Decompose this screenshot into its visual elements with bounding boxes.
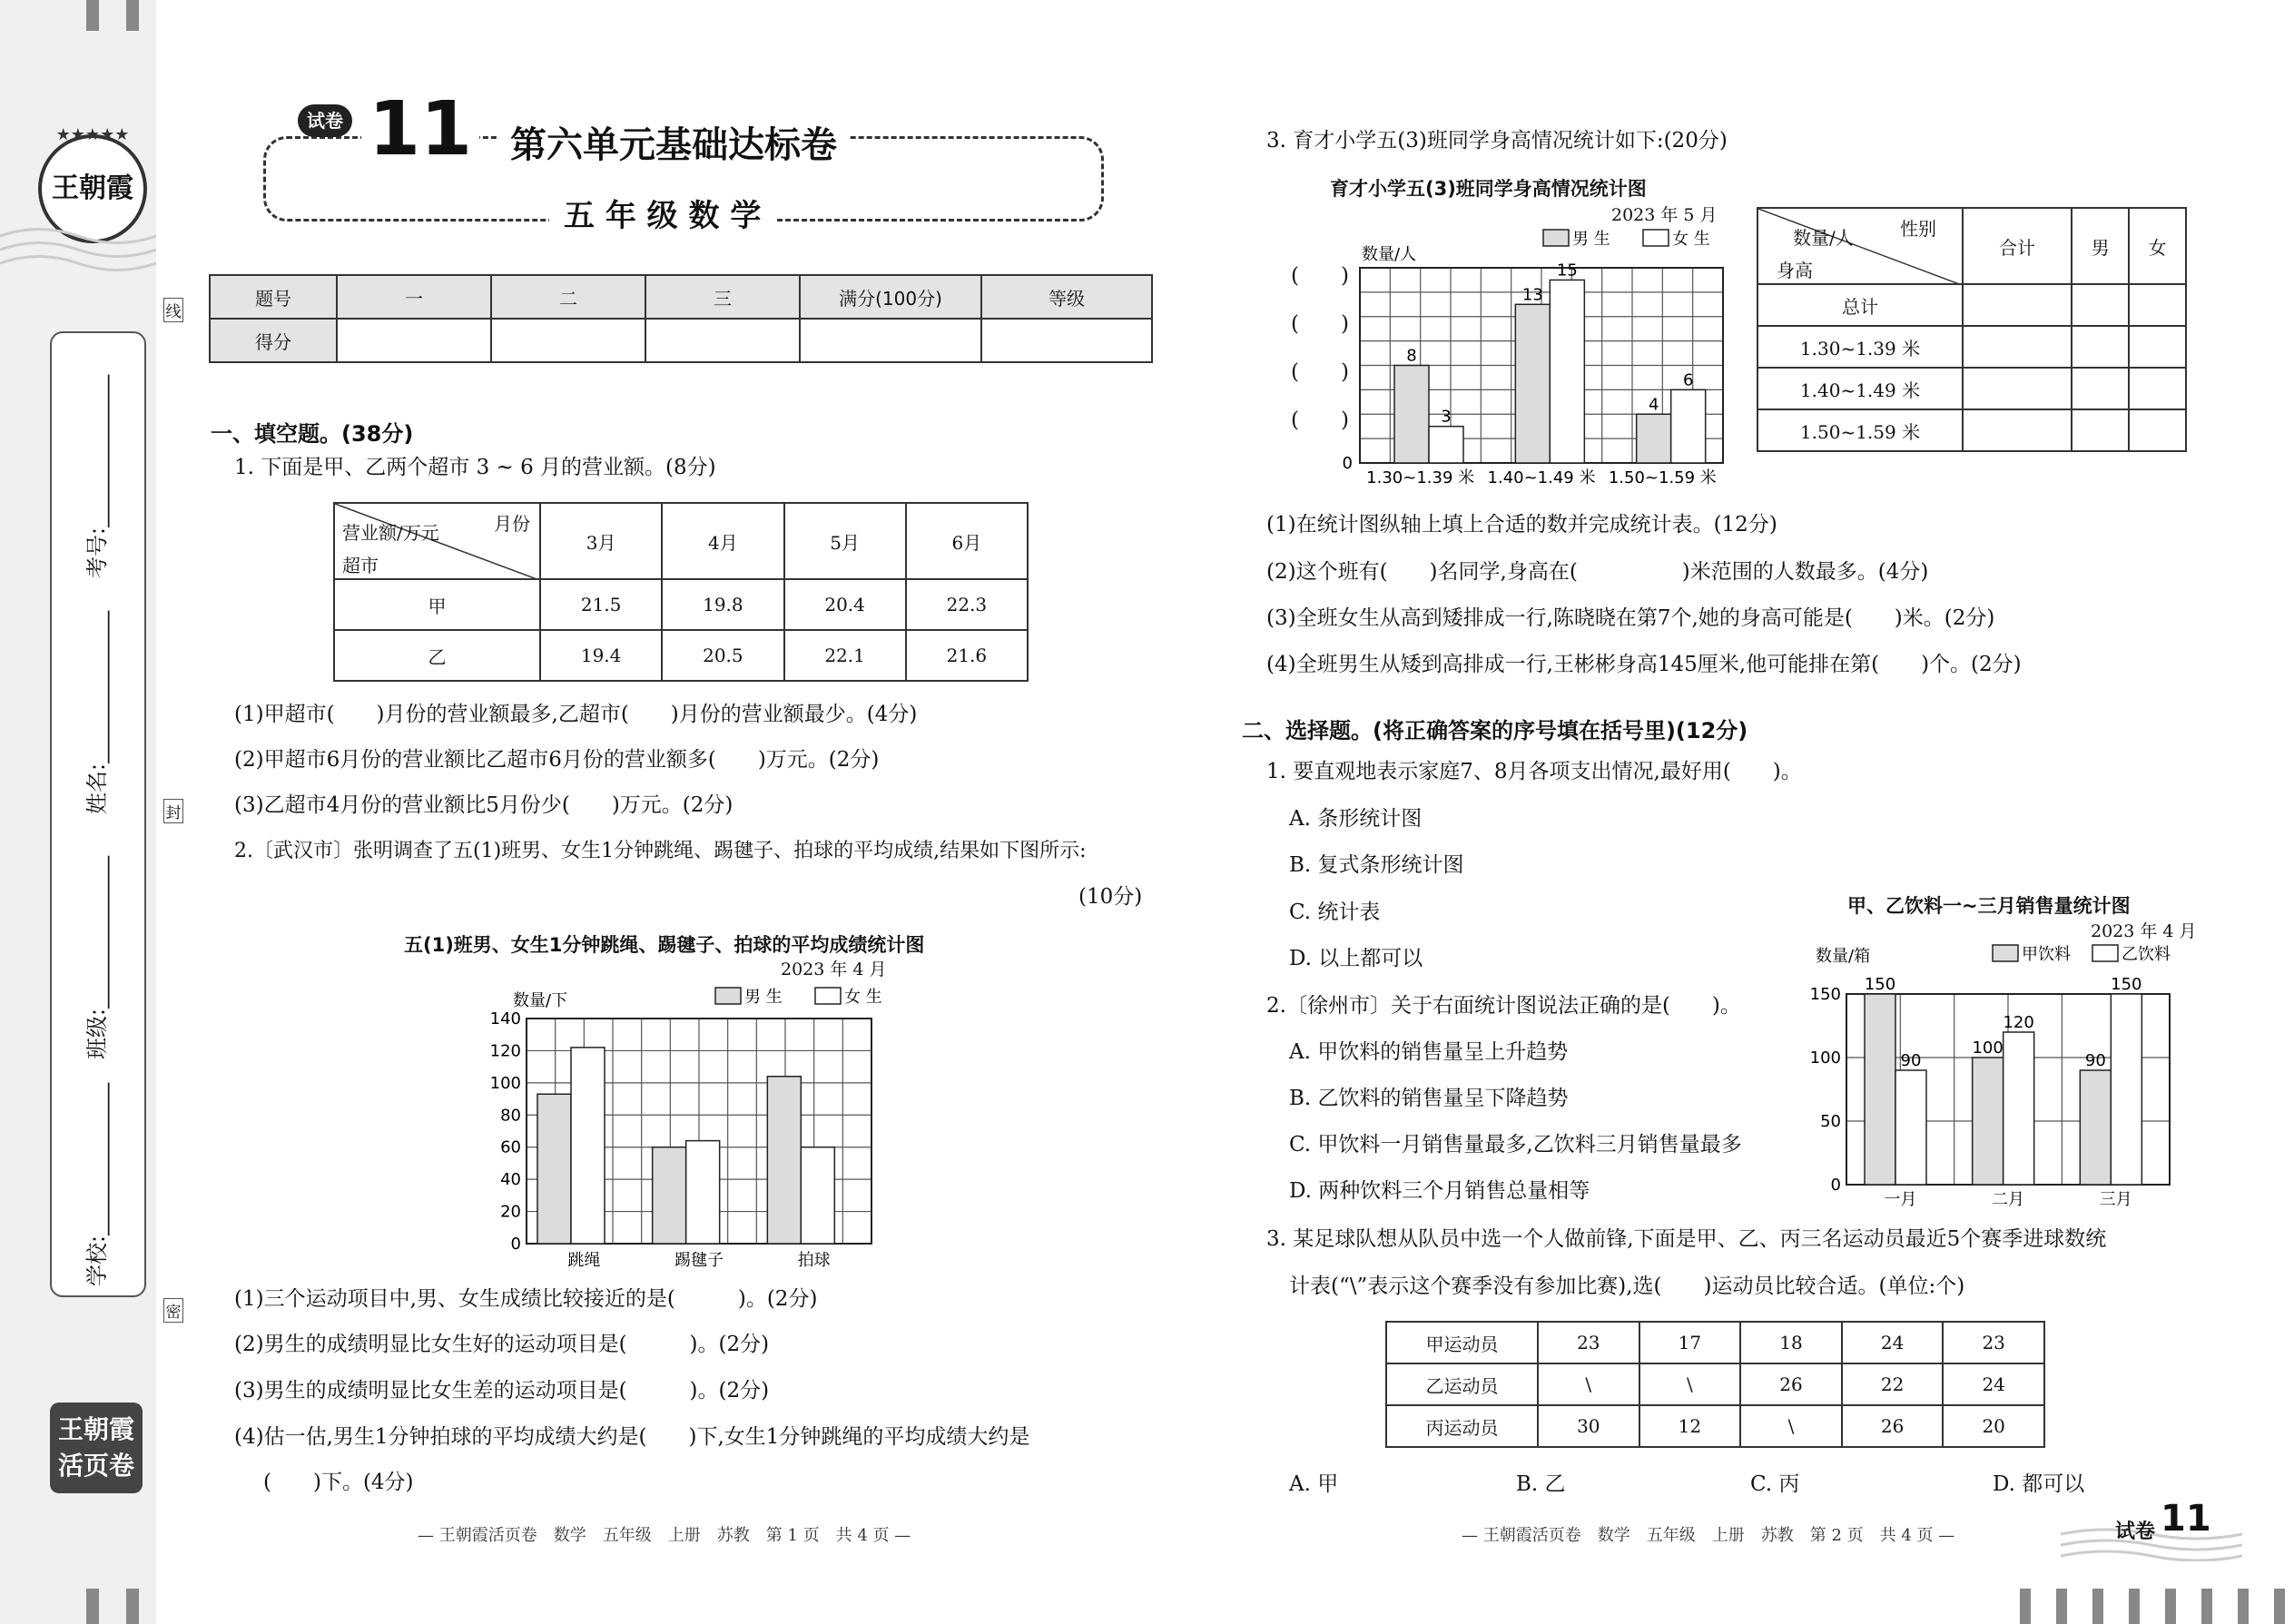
- y-tick-label: 20: [500, 1202, 521, 1222]
- q3-cell[interactable]: [1963, 368, 2072, 409]
- c2-option-c: C. 甲饮料一月销售量最多,乙饮料三月销售量最多: [1289, 1133, 1742, 1156]
- x-category-label: 一月: [1884, 1190, 1917, 1209]
- score-hdr-1: 一: [337, 275, 491, 319]
- q3-cell[interactable]: [1963, 409, 2072, 451]
- score-row-label: 得分: [210, 319, 337, 362]
- bar-value-label: 150: [2111, 975, 2142, 994]
- bar-value-label: 100: [1972, 1038, 2004, 1058]
- q1-month-header: 3月: [540, 503, 662, 579]
- bar: [2004, 1032, 2034, 1185]
- c3-option-d: D. 都可以: [1993, 1472, 2085, 1496]
- binding-fold-char: 密: [163, 1298, 183, 1323]
- q3-cell[interactable]: [2129, 409, 2186, 451]
- score-cell[interactable]: [800, 319, 981, 362]
- y-axis-label: 数量/下: [513, 991, 568, 1010]
- binding-seal-char: 封: [163, 799, 183, 823]
- bar-value-label: 3: [1441, 407, 1452, 427]
- score-hdr-0: 题号: [210, 275, 337, 319]
- q1-corner-mid: 营业额/万元: [342, 522, 439, 544]
- brand-badge-line2: 活页卷: [57, 1451, 134, 1481]
- bar: [1671, 389, 1706, 463]
- q1-corner-bottom: 超市: [342, 555, 379, 576]
- legend-label: 男 生: [744, 988, 783, 1007]
- q3-corner-top: 性别: [1900, 218, 1936, 240]
- bar: [1394, 366, 1429, 464]
- q3-text: 3. 育才小学五(3)班同学身高情况统计如下:(20分): [1266, 129, 1728, 153]
- brand-badge: [50, 1403, 143, 1493]
- legend-label: 男 生: [1572, 230, 1610, 249]
- c3-text-b: 计表(“\”表示这个赛季没有参加比赛),选( )运动员比较合适。(单位:个): [1289, 1275, 1965, 1298]
- q1-table-corner: [334, 503, 540, 579]
- score-table: [209, 274, 1153, 363]
- bar: [801, 1147, 834, 1244]
- c2-text: 2.〔徐州市〕关于右面统计图说法正确的是( )。: [1266, 994, 1741, 1018]
- binding-marks-bottom: [86, 1589, 150, 1624]
- q2-3-text: (3)男生的成绩明显比女生差的运动项目是( )。(2分): [234, 1379, 770, 1403]
- left-footer: — 王朝霞活页卷 数学 五年级 上册 苏教 第 1 页 共 4 页 —: [418, 1526, 911, 1545]
- chart3-title: 甲、乙饮料一~三月销售量统计图: [1847, 895, 2131, 917]
- c3-cell: 26: [1740, 1363, 1842, 1405]
- chart3-svg: [1797, 940, 2197, 1221]
- q3-axis-blank[interactable]: ( ): [1291, 360, 1349, 384]
- q3-table: [1757, 207, 2187, 452]
- bar: [1865, 994, 1895, 1185]
- chart2-date: 2023 年 5 月: [1611, 205, 1718, 225]
- binding-marks-top: [86, 0, 150, 31]
- q3-cell[interactable]: [2129, 284, 2186, 326]
- logo-text: 王朝霞: [52, 172, 133, 204]
- legend-swatch: [1643, 230, 1669, 246]
- x-category-label: 三月: [2099, 1190, 2132, 1209]
- chart2-title: 育才小学五(3)班同学身高情况统计图: [1330, 178, 1647, 200]
- section-2-title: 二、选择题。(将正确答案的序号填在括号里)(12分): [1242, 718, 1748, 743]
- score-cell[interactable]: [491, 319, 645, 362]
- score-hdr-4: 满分(100分): [800, 275, 981, 319]
- x-category-label: 拍球: [797, 1251, 831, 1270]
- score-hdr-2: 二: [491, 275, 645, 319]
- q1-month-header: 6月: [906, 503, 1028, 579]
- y-tick-label: 50: [1820, 1112, 1841, 1131]
- c3-text-a: 3. 某足球队想从队员中选一个人做前锋,下面是甲、乙、丙三名运动员最近5个赛季进球数统: [1266, 1227, 2107, 1251]
- q1-cell: 19.4: [540, 630, 662, 681]
- chart1-svg: [472, 980, 890, 1271]
- y-tick-label: 40: [500, 1170, 521, 1190]
- chart3-date: 2023 年 4 月: [2091, 921, 2197, 941]
- c3-cell: 30: [1538, 1405, 1639, 1447]
- q3-4-text: (4)全班男生从矮到高排成一行,王彬彬身高145厘米,他可能排在第( )个。(2分): [1266, 653, 2022, 676]
- q3-row-name: 1.40~1.49 米: [1757, 368, 1963, 409]
- c3-cell: \: [1740, 1405, 1842, 1447]
- bar: [2111, 994, 2141, 1185]
- q1-cell: 22.1: [784, 630, 906, 681]
- bar: [1637, 414, 1671, 463]
- c2-option-a: A. 甲饮料的销售量呈上升趋势: [1289, 1040, 1569, 1064]
- corner-tag: 试卷: [2115, 1521, 2156, 1543]
- c3-player: 丙运动员: [1386, 1405, 1538, 1447]
- chart1-title: 五(1)班男、女生1分钟跳绳、踢毽子、拍球的平均成绩统计图: [404, 934, 925, 956]
- y-tick-label: 60: [500, 1137, 521, 1157]
- bar-value-label: 150: [1864, 975, 1896, 994]
- bar: [1973, 1058, 2004, 1185]
- score-hdr-3: 三: [645, 275, 800, 319]
- y-tick-label: 0: [1830, 1176, 1841, 1195]
- q1-month-header: 4月: [662, 503, 783, 579]
- bar-value-label: 4: [1648, 395, 1659, 415]
- legend-swatch: [1543, 230, 1569, 246]
- c3-player: 乙运动员: [1386, 1363, 1538, 1405]
- q3-cell[interactable]: [2072, 284, 2129, 326]
- q2-text: 2.〔武汉市〕张明调查了五(1)班男、女生1分钟跳绳、踢毽子、拍球的平均成绩,结果如下图所示:: [234, 840, 1087, 862]
- c3-player: 甲运动员: [1386, 1322, 1538, 1363]
- c3-cell: 24: [1943, 1363, 2044, 1405]
- bottom-right-marks: [2020, 1589, 2292, 1624]
- name-label[interactable]: 姓名:______________: [84, 610, 110, 814]
- bar-value-label: 13: [1521, 285, 1543, 305]
- q3-col-header: 男: [2072, 208, 2129, 284]
- c2-option-b: B. 乙饮料的销售量呈下降趋势: [1289, 1087, 1569, 1110]
- chart1-date: 2023 年 4 月: [781, 960, 887, 979]
- y-tick-label: 80: [500, 1106, 521, 1126]
- bar: [1429, 427, 1463, 463]
- q1-row-name: 乙: [334, 630, 540, 681]
- q3-3-text: (3)全班女生从高到矮排成一行,陈晓晓在第7个,她的身高可能是( )米。(2分): [1266, 606, 1995, 630]
- x-category-label: 跳绳: [567, 1251, 601, 1270]
- q2-4-text-b: ( )下。(4分): [263, 1471, 414, 1494]
- q3-cell[interactable]: [2129, 326, 2186, 368]
- c1-option-c: C. 统计表: [1289, 901, 1381, 924]
- c3-cell: 17: [1639, 1322, 1741, 1363]
- q1-cell: 21.5: [540, 579, 662, 630]
- c3-cell: 23: [1943, 1322, 2044, 1363]
- q1-2-text: (2)甲超市6月份的营业额比乙超市6月份的营业额多( )万元。(2分): [234, 748, 880, 772]
- y-tick-label: 0: [510, 1235, 521, 1254]
- bar-value-label: 90: [1900, 1051, 1922, 1070]
- c3-cell: 23: [1538, 1322, 1639, 1363]
- c1-option-b: B. 复式条形统计图: [1289, 853, 1464, 877]
- x-category-label: 1.50~1.59 米: [1608, 468, 1717, 487]
- q1-corner-top: 月份: [494, 513, 530, 535]
- q3-cell[interactable]: [2129, 368, 2186, 409]
- q1-cell: 19.8: [662, 579, 783, 630]
- bar: [686, 1141, 720, 1244]
- bar: [537, 1094, 571, 1244]
- bar: [653, 1147, 686, 1244]
- score-hdr-5: 等级: [981, 275, 1152, 319]
- q3-axis-blank[interactable]: ( ): [1291, 264, 1349, 288]
- bar: [2080, 1070, 2111, 1185]
- bar: [1515, 304, 1550, 463]
- c3-cell: \: [1639, 1363, 1741, 1405]
- bar-value-label: 15: [1556, 261, 1578, 281]
- y-tick-label: 100: [1809, 1048, 1841, 1068]
- y-tick-label: 120: [489, 1041, 521, 1061]
- q1-cell: 20.5: [662, 630, 783, 681]
- y-tick-label: 0: [1342, 454, 1353, 473]
- bar-value-label: 8: [1406, 346, 1417, 366]
- q3-cell[interactable]: [2072, 368, 2129, 409]
- page-title: 第六单元基础达标卷: [499, 116, 848, 168]
- legend-label: 甲饮料: [2022, 945, 2071, 964]
- bar: [767, 1077, 801, 1244]
- q1-1-text: (1)甲超市( )月份的营业额最多,乙超市( )月份的营业额最少。(4分): [234, 703, 918, 726]
- legend-swatch: [815, 988, 841, 1004]
- q2-4-text-a: (4)估一估,男生1分钟拍球的平均成绩大约是( )下,女生1分钟跳绳的平均成绩大约是: [234, 1425, 1030, 1449]
- legend-swatch: [1993, 945, 2018, 961]
- q1-3-text: (3)乙超市4月份的营业额比5月份少( )万元。(2分): [234, 793, 733, 817]
- bar: [1550, 280, 1584, 463]
- bar: [571, 1048, 605, 1244]
- class-label[interactable]: 班级:______________: [84, 855, 110, 1059]
- school-label[interactable]: 学校:______________: [84, 1082, 110, 1286]
- q3-cell[interactable]: [1963, 326, 2072, 368]
- q3-axis-blank[interactable]: ( ): [1291, 312, 1349, 336]
- chart2-svg: [1289, 227, 1725, 499]
- q1-row-name: 甲: [334, 579, 540, 630]
- q3-row-name: 1.50~1.59 米: [1757, 409, 1963, 451]
- score-cell[interactable]: [337, 319, 491, 362]
- c3-cell: 12: [1639, 1405, 1741, 1447]
- section-1-title: 一、填空题。(38分): [211, 421, 414, 447]
- brand-badge-line1: 王朝霞: [57, 1414, 134, 1444]
- q1-month-header: 5月: [784, 503, 906, 579]
- c3-cell: 26: [1842, 1405, 1944, 1447]
- legend-swatch: [715, 988, 741, 1004]
- right-footer: — 王朝霞活页卷 数学 五年级 上册 苏教 第 2 页 共 4 页 —: [1462, 1526, 1955, 1545]
- q1-table: [333, 502, 1029, 682]
- q3-table-corner: [1757, 208, 1963, 284]
- c3-cell: 18: [1740, 1322, 1842, 1363]
- c3-table: [1385, 1321, 2045, 1448]
- q3-col-header: 合计: [1963, 208, 2072, 284]
- q3-cell[interactable]: [1963, 284, 2072, 326]
- bar-value-label: 90: [2084, 1051, 2106, 1070]
- x-category-label: 1.30~1.39 米: [1366, 468, 1475, 487]
- binding-line-char: 线: [163, 298, 183, 322]
- q3-axis-blank[interactable]: ( ): [1291, 408, 1349, 432]
- c3-cell: 22: [1842, 1363, 1944, 1405]
- student-info-box: [50, 331, 146, 1297]
- q3-col-header: 女: [2129, 208, 2186, 284]
- q3-corner-bottom: 身高: [1777, 260, 1813, 281]
- c3-cell: \: [1538, 1363, 1639, 1405]
- q1-cell: 20.4: [784, 579, 906, 630]
- y-tick-label: 150: [1809, 985, 1841, 1004]
- q3-row-name: 总计: [1757, 284, 1963, 326]
- bar: [1895, 1070, 1926, 1185]
- c2-option-d: D. 两种饮料三个月销售总量相等: [1289, 1179, 1590, 1203]
- score-cell[interactable]: [981, 319, 1152, 362]
- legend-label: 乙饮料: [2122, 945, 2171, 964]
- y-tick-label: 140: [489, 1009, 521, 1029]
- q2-1-text: (1)三个运动项目中,男、女生成绩比较接近的是( )。(2分): [234, 1287, 818, 1311]
- page-subtitle: 五 年 级 数 学: [549, 191, 775, 235]
- c1-text: 1. 要直观地表示家庭7、8月各项支出情况,最好用( )。: [1266, 760, 1802, 783]
- c3-cell: 20: [1943, 1405, 2044, 1447]
- c1-option-d: D. 以上都可以: [1289, 947, 1423, 970]
- q1-cell: 21.6: [906, 630, 1028, 681]
- legend-swatch: [2092, 945, 2118, 961]
- q2-2-text: (2)男生的成绩明显比女生好的运动项目是( )。(2分): [234, 1333, 770, 1356]
- y-tick-label: 100: [489, 1073, 521, 1093]
- x-category-label: 二月: [1992, 1190, 2024, 1209]
- q3-cell[interactable]: [2072, 326, 2129, 368]
- q2-score: (10分): [1078, 885, 1143, 909]
- c1-option-a: A. 条形统计图: [1289, 807, 1423, 831]
- score-cell[interactable]: [645, 319, 800, 362]
- legend-label: 女 生: [844, 988, 882, 1007]
- q3-1-text: (1)在统计图纵轴上填上合适的数并完成统计表。(12分): [1266, 513, 1777, 536]
- q3-2-text: (2)这个班有( )名同学,身高在( )米范围的人数最多。(4分): [1266, 560, 1929, 584]
- q1-text: 1. 下面是甲、乙两个超市 3 ~ 6 月的营业额。(8分): [234, 456, 716, 479]
- q3-row-name: 1.30~1.39 米: [1757, 326, 1963, 368]
- paper-number: 11: [361, 89, 479, 171]
- bar-value-label: 120: [2003, 1013, 2034, 1032]
- x-category-label: 1.40~1.49 米: [1487, 468, 1596, 487]
- y-axis-label: 数量/人: [1362, 245, 1417, 264]
- c3-option-a: A. 甲: [1289, 1472, 1339, 1496]
- y-axis-label: 数量/箱: [1816, 947, 1871, 966]
- c3-option-b: B. 乙: [1516, 1472, 1566, 1496]
- legend-label: 女 生: [1672, 230, 1710, 249]
- wave-decoration: [0, 218, 156, 272]
- q3-cell[interactable]: [2072, 409, 2129, 451]
- q1-cell: 22.3: [906, 579, 1028, 630]
- logo-stars: ★★★★★: [55, 125, 130, 144]
- c3-option-c: C. 丙: [1750, 1472, 1800, 1496]
- paper-tag: 试卷: [298, 104, 352, 137]
- exam-no-label[interactable]: 考号:______________: [84, 374, 110, 578]
- c3-cell: 24: [1842, 1322, 1944, 1363]
- q3-corner-mid: 数量/人: [1793, 227, 1854, 249]
- bar-value-label: 6: [1682, 370, 1694, 390]
- corner-number: 11: [2161, 1498, 2211, 1540]
- x-category-label: 踢毽子: [674, 1251, 724, 1270]
